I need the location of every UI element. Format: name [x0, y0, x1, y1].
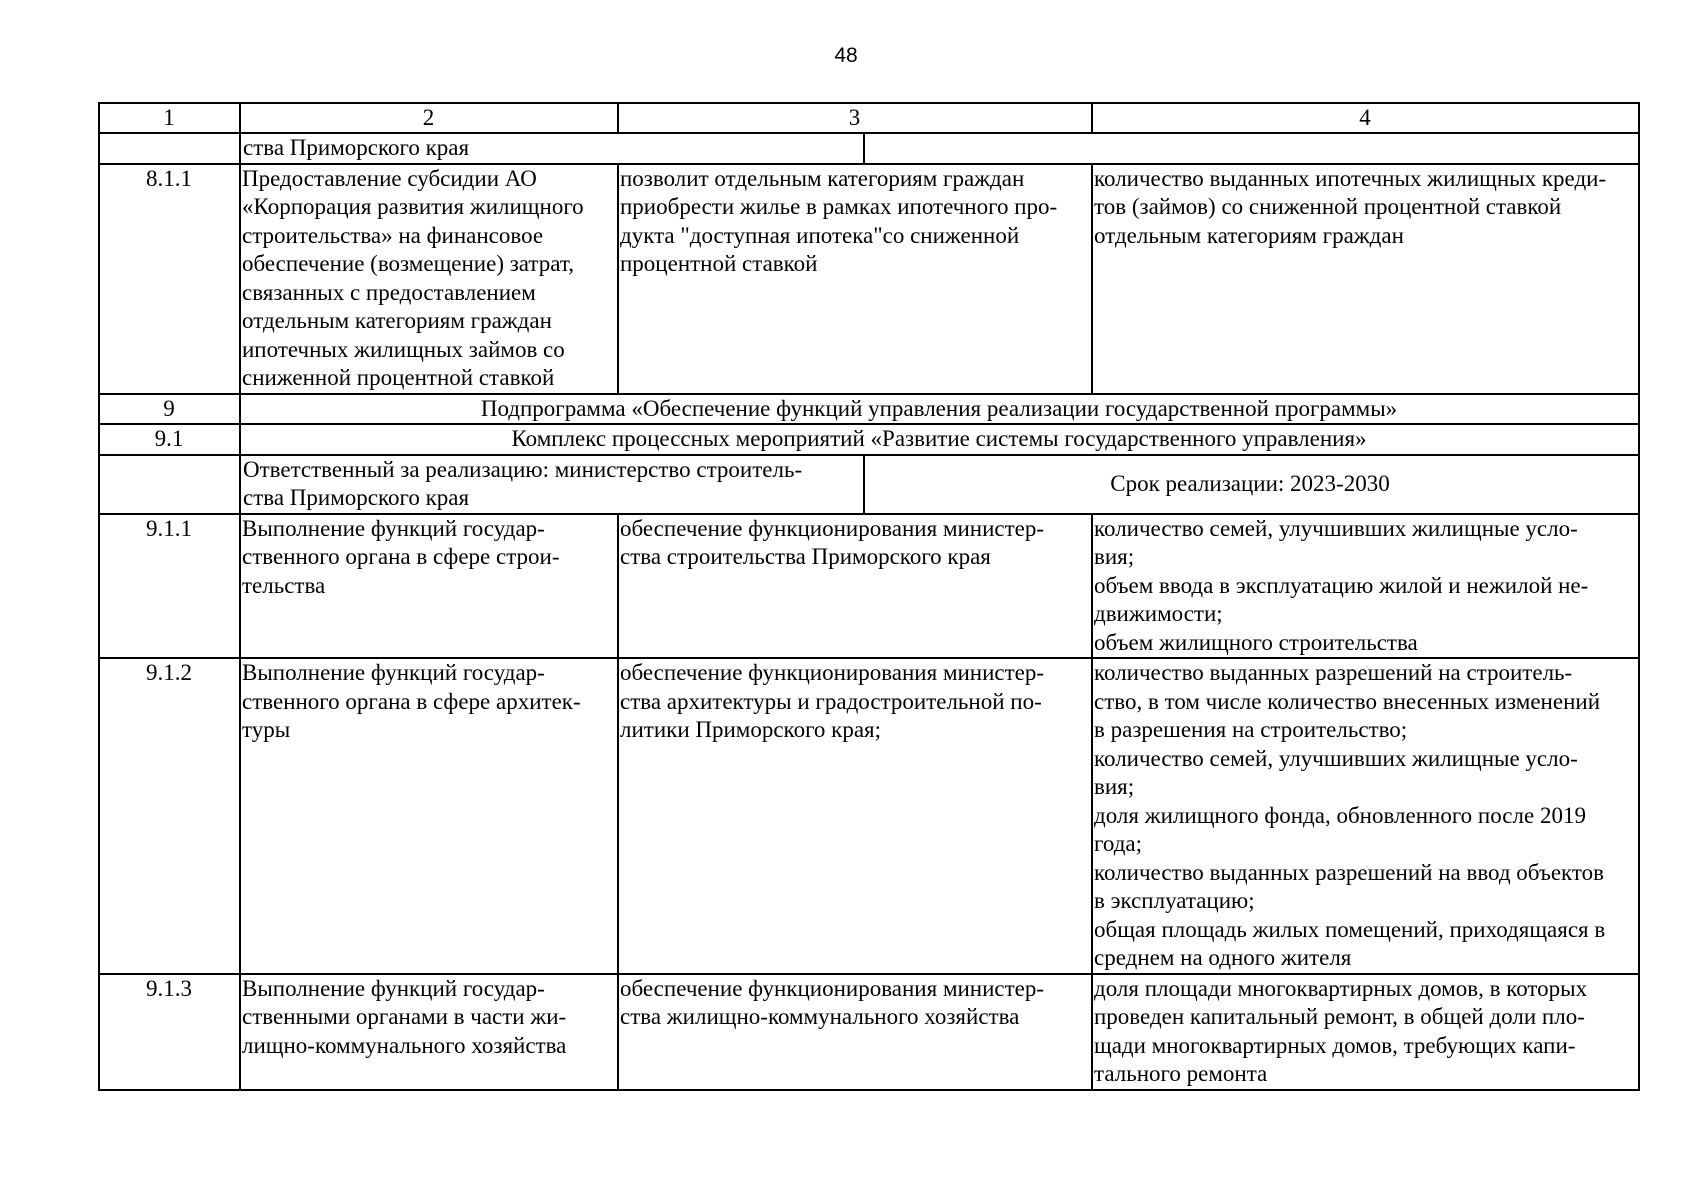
text-line: щади многоквартирных домов, требующих капи-: [1094, 1032, 1576, 1058]
text-line: ственного органа в сфере архитек-: [242, 688, 581, 714]
text-line: вия;: [1094, 544, 1135, 569]
text-line: в разрешения на строительство;: [1094, 717, 1408, 742]
text-line: доля площади многоквартирных домов, в которых: [1094, 975, 1588, 1001]
measure-description: [618, 164, 1092, 394]
text-line: обеспечение функционирования министер-: [620, 660, 1045, 685]
row-number: 9.1.2: [99, 658, 240, 974]
program-table: [98, 102, 1640, 1091]
cell-num-empty: [99, 455, 240, 514]
responsible-continued: ства Приморского края: [242, 134, 865, 163]
text-line: ства архитектуры и градостроительной по-: [620, 688, 1042, 714]
header-col-2: 2: [240, 103, 618, 133]
measure-name: [240, 514, 618, 659]
row-number: 9: [99, 394, 240, 425]
text-line: обеспечение (возмещение) затрат,: [242, 251, 574, 276]
text-line: общая площадь жилых помещений, приходящаяся в: [1094, 916, 1606, 942]
text-line: лищно-коммунального хозяйства: [242, 1032, 567, 1058]
row-number: 9.1: [99, 424, 240, 455]
complex-title: Комплекс процессных мероприятий «Развитие системы государственного управления»: [240, 424, 1639, 455]
cell-responsible-term: [240, 455, 1639, 514]
measure-indicators: [1092, 164, 1639, 394]
text-line: ипотечных жилищных займов со: [242, 336, 565, 362]
text-line: обеспечение функционирования министер-: [620, 515, 1045, 541]
text-line: года;: [1094, 831, 1142, 856]
header-col-1: 1: [99, 103, 240, 133]
text-line: тов (займов) со сниженной процентной ставкой: [1094, 194, 1562, 219]
row-number: 8.1.1: [99, 164, 240, 394]
text-line: объем ввода в эксплуатацию жилой и нежилой не-: [1094, 572, 1589, 598]
text-line: отдельным категориям граждан: [1094, 222, 1404, 248]
measure-name: [240, 974, 618, 1090]
implementation-term: Срок реализации: 2023-2030: [1110, 470, 1390, 496]
text-line: ство, в том числе количество внесенных изменений: [1094, 688, 1600, 714]
measure-description: [618, 974, 1092, 1090]
measure-name: [240, 658, 618, 974]
text-line: туры: [242, 717, 291, 742]
text-line: ственного органа в сфере строи-: [242, 544, 560, 569]
table-row-9-1-1: [99, 514, 1639, 659]
text-line: количество семей, улучшивших жилищные усло-: [1094, 745, 1578, 771]
table-row-8-1-1: [99, 164, 1639, 394]
cell-continuation: [240, 133, 1639, 164]
text-line: количество выданных разрешений на строитель-: [1094, 660, 1573, 685]
text-line: тельства: [242, 572, 326, 598]
text-line: сниженной процентной ставкой: [242, 365, 555, 390]
text-line: движимости;: [1094, 601, 1223, 626]
text-line: дукта "доступная ипотека"со сниженной: [620, 222, 1020, 248]
text-line: Предоставление субсидии АО: [242, 165, 537, 191]
text-line: ства жилищно-коммунального хозяйства: [620, 1004, 1020, 1029]
text-line: Выполнение функций государ-: [242, 975, 545, 1001]
table-row-9-1-3: [99, 974, 1639, 1090]
table-header-row: [99, 103, 1639, 133]
subprogram-title: Подпрограмма «Обеспечение функций управления реализации государственной программы»: [240, 394, 1639, 425]
measure-indicators: [1092, 658, 1639, 974]
text-line: вия;: [1094, 774, 1135, 799]
text-line: тального ремонта: [1094, 1061, 1268, 1086]
measure-indicators: [1092, 514, 1639, 659]
text-line: позволит отдельным категориям граждан: [620, 165, 1025, 191]
text-line: количество выданных разрешений на ввод объектов: [1094, 859, 1605, 885]
text-line: литики Приморского края;: [620, 717, 882, 742]
text-line: Выполнение функций государ-: [242, 660, 545, 685]
measure-name: [240, 164, 618, 394]
table-row-continuation: [99, 133, 1639, 164]
measure-description: [618, 514, 1092, 659]
header-col-3: 3: [618, 103, 1092, 133]
row-number: 9.1.1: [99, 514, 240, 659]
page-number: 48: [834, 44, 858, 67]
text-line: в эксплуатацию;: [1094, 888, 1255, 913]
table-row-9-1-2: [99, 658, 1639, 974]
row-number: 9.1.3: [99, 974, 240, 1090]
cell-num-empty: [99, 133, 240, 164]
table-row-9: [99, 394, 1639, 425]
text-line: объем жилищного строительства: [1094, 629, 1418, 655]
text-line: проведен капитальный ремонт, в общей доли пло-: [1094, 1004, 1585, 1029]
text-line: количество семей, улучшивших жилищные усло-: [1094, 515, 1578, 541]
text-line: приобрести жилье в рамках ипотечного про-: [620, 194, 1058, 219]
text-line: Ответственный за реализацию: министерство строитель-: [243, 456, 803, 482]
text-line: строительства» на финансовое: [242, 222, 544, 248]
text-line: Выполнение функций государ-: [242, 515, 545, 541]
text-line: связанных с предоставлением: [242, 279, 536, 305]
text-line: среднем на одного жителя: [1094, 945, 1352, 970]
table-row-9-1-responsible: [99, 455, 1639, 514]
table-row-9-1: [99, 424, 1639, 455]
text-line: отдельным категориям граждан: [242, 308, 552, 333]
responsible-executor: [242, 456, 865, 513]
text-line: ства строительства Приморского края: [620, 544, 991, 569]
text-line: доля жилищного фонда, обновленного после 2019: [1094, 802, 1586, 828]
measure-description: [618, 658, 1092, 974]
text-line: обеспечение функционирования министер-: [620, 975, 1045, 1001]
text-line: количество выданных ипотечных жилищных креди-: [1094, 165, 1607, 191]
text-line: процентной ставкой: [620, 251, 818, 276]
text-line: ства Приморского края: [243, 485, 470, 510]
term-continued-empty: [865, 134, 1636, 163]
text-line: ственными органами в части жи-: [242, 1004, 567, 1029]
header-col-4: 4: [1092, 103, 1639, 133]
measure-indicators: [1092, 974, 1639, 1090]
text-line: «Корпорация развития жилищного: [242, 194, 584, 219]
